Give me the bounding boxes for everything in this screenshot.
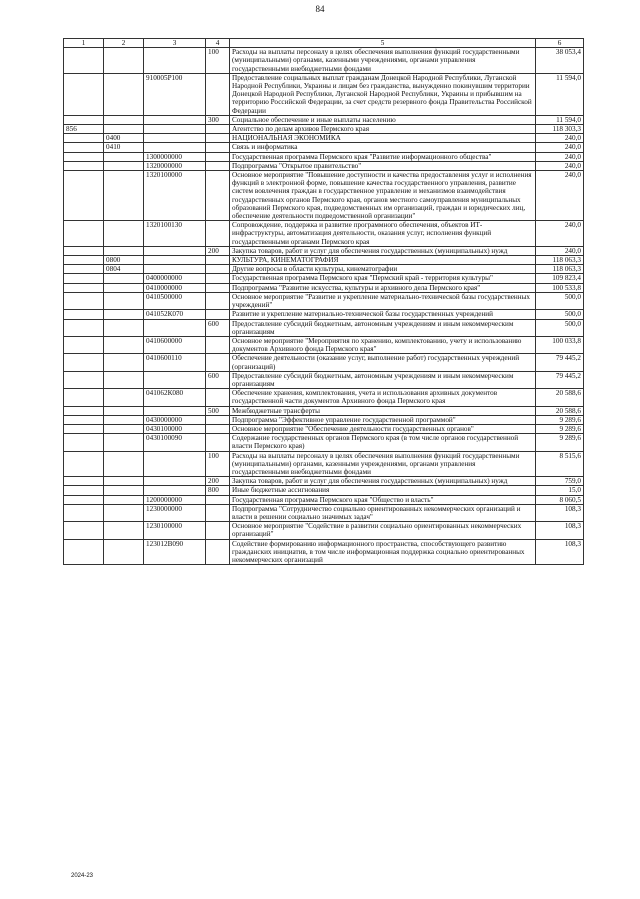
expense-type-cell bbox=[206, 539, 230, 565]
section-code-cell bbox=[64, 73, 104, 115]
target-article-cell: 0410500000 bbox=[144, 292, 206, 309]
subsection-code-cell bbox=[104, 246, 144, 255]
target-article-cell: 0410600110 bbox=[144, 354, 206, 371]
subsection-code-cell bbox=[104, 451, 144, 477]
target-article-cell: 910005Р100 bbox=[144, 73, 206, 115]
subsection-code-cell: 0804 bbox=[104, 265, 144, 274]
description-cell: НАЦИОНАЛЬНАЯ ЭКОНОМИКА bbox=[230, 134, 536, 143]
description-cell: Основное мероприятие "Обеспечение деятельности государственных органов" bbox=[230, 424, 536, 433]
expense-type-cell: 600 bbox=[206, 319, 230, 336]
subsection-code-cell bbox=[104, 522, 144, 539]
subsection-code-cell bbox=[104, 539, 144, 565]
expense-type-cell bbox=[206, 274, 230, 283]
expense-type-cell: 100 bbox=[206, 48, 230, 74]
description-cell: Подпрограмма "Сотрудничество социально ориентированных некоммерческих организаций и власти в решении социально значимых задач" bbox=[230, 504, 536, 521]
subsection-code-cell bbox=[104, 73, 144, 115]
header-cell: 1 bbox=[64, 39, 104, 48]
table-row bbox=[64, 504, 584, 521]
subsection-code-cell bbox=[104, 161, 144, 170]
expense-type-cell bbox=[206, 336, 230, 353]
target-article-cell bbox=[144, 451, 206, 477]
table-row bbox=[64, 161, 584, 170]
section-code-cell bbox=[64, 371, 104, 388]
table-row bbox=[64, 371, 584, 388]
description-cell: Предоставление социальных выплат гражданам Донецкой Народной Республики, Луганской Народной Республики, Украины и лицам без гражданства, вынужденно покинувшим территории Донецкой Народной Республики, Луганской Народной Республики, Украины и прибывшим на территорию Российской Федерации, за счет средств резервного фонда Правительства Российской Федерации bbox=[230, 73, 536, 115]
section-code-cell bbox=[64, 424, 104, 433]
section-code-cell bbox=[64, 143, 104, 152]
subsection-code-cell bbox=[104, 504, 144, 521]
table-row bbox=[64, 265, 584, 274]
amount-cell: 38 053,4 bbox=[536, 48, 584, 74]
header-cell: 4 bbox=[206, 39, 230, 48]
description-cell: Предоставление субсидий бюджетным, автономным учреждениям и иным некоммерческим организациям bbox=[230, 319, 536, 336]
table-row bbox=[64, 319, 584, 336]
subsection-code-cell bbox=[104, 48, 144, 74]
description-cell: Государственная программа Пермского края "Пермский край - территория культуры" bbox=[230, 274, 536, 283]
amount-cell: 9 289,6 bbox=[536, 415, 584, 424]
table-row bbox=[64, 246, 584, 255]
target-article-cell bbox=[144, 134, 206, 143]
section-code-cell bbox=[64, 115, 104, 124]
section-code-cell: 856 bbox=[64, 125, 104, 134]
section-code-cell bbox=[64, 415, 104, 424]
description-cell: Содействие формированию информационного пространства, способствующего развитию гражданских инициатив, в том числе информационная поддержка социально ориентированных некоммерческих организаций bbox=[230, 539, 536, 565]
description-cell: Содержание государственных органов Пермского края (в том числе органов государственной власти Пермского края) bbox=[230, 434, 536, 451]
section-code-cell bbox=[64, 451, 104, 477]
section-code-cell bbox=[64, 292, 104, 309]
subsection-code-cell bbox=[104, 354, 144, 371]
amount-cell: 240,0 bbox=[536, 221, 584, 247]
subsection-code-cell bbox=[104, 406, 144, 415]
expense-type-cell bbox=[206, 73, 230, 115]
table-row bbox=[64, 115, 584, 124]
target-article-cell: 1320000000 bbox=[144, 161, 206, 170]
subsection-code-cell bbox=[104, 283, 144, 292]
table-row bbox=[64, 283, 584, 292]
subsection-code-cell bbox=[104, 310, 144, 319]
description-cell: Закупка товаров, работ и услуг для обеспечения государственных (муниципальных) нужд bbox=[230, 246, 536, 255]
page-number: 84 bbox=[315, 4, 325, 14]
table-row bbox=[64, 451, 584, 477]
table-row bbox=[64, 73, 584, 115]
amount-cell: 11 594,0 bbox=[536, 115, 584, 124]
subsection-code-cell bbox=[104, 152, 144, 161]
description-cell: Расходы на выплаты персоналу в целях обеспечения выполнения функций государственными (муниципальными) органами, казенными учреждениями, органами управления государственными внебюджетными фондами bbox=[230, 48, 536, 74]
section-code-cell bbox=[64, 336, 104, 353]
description-cell: Расходы на выплаты персоналу в целях обеспечения выполнения функций государственными (муниципальными) органами, казенными учреждениями, органами управления государственными внебюджетными фондами bbox=[230, 451, 536, 477]
expense-type-cell: 600 bbox=[206, 371, 230, 388]
description-cell: Обеспечение хранения, комплектования, учета и использования архивных документов государственной части документов Архивного фонда Пермского края bbox=[230, 389, 536, 406]
table-row bbox=[64, 539, 584, 565]
expense-type-cell bbox=[206, 134, 230, 143]
header-cell: 5 bbox=[230, 39, 536, 48]
description-cell: Подпрограмма "Открытое правительство" bbox=[230, 161, 536, 170]
expense-type-cell bbox=[206, 283, 230, 292]
section-code-cell bbox=[64, 389, 104, 406]
expense-type-cell: 300 bbox=[206, 115, 230, 124]
section-code-cell bbox=[64, 434, 104, 451]
expense-type-cell bbox=[206, 495, 230, 504]
table-row bbox=[64, 406, 584, 415]
table-row bbox=[64, 434, 584, 451]
section-code-cell bbox=[64, 406, 104, 415]
section-code-cell bbox=[64, 539, 104, 565]
expense-type-cell: 500 bbox=[206, 406, 230, 415]
amount-cell: 500,0 bbox=[536, 292, 584, 309]
subsection-code-cell bbox=[104, 292, 144, 309]
description-cell: Подпрограмма "Эффективное управление государственной программой" bbox=[230, 415, 536, 424]
subsection-code-cell bbox=[104, 486, 144, 495]
amount-cell: 9 289,6 bbox=[536, 424, 584, 433]
target-article-cell: 1320100130 bbox=[144, 221, 206, 247]
target-article-cell: 1320100000 bbox=[144, 171, 206, 221]
amount-cell: 79 445,2 bbox=[536, 354, 584, 371]
expense-type-cell: 100 bbox=[206, 451, 230, 477]
subsection-code-cell bbox=[104, 371, 144, 388]
section-code-cell bbox=[64, 221, 104, 247]
table-row bbox=[64, 221, 584, 247]
subsection-code-cell bbox=[104, 434, 144, 451]
amount-cell: 500,0 bbox=[536, 319, 584, 336]
subsection-code-cell bbox=[104, 115, 144, 124]
amount-cell: 240,0 bbox=[536, 161, 584, 170]
expense-type-cell bbox=[206, 424, 230, 433]
subsection-code-cell bbox=[104, 477, 144, 486]
subsection-code-cell bbox=[104, 221, 144, 247]
description-cell: Основное мероприятие "Повышение доступности и качества предоставления услуг и исполнения функций в электронной форме, повышение качества государственного управления, развитие систем вовлечения граждан в государственное управление и механизмов взаимодействия государственных органов Пермского края, органов местного самоуправления муниципальных образований Пермского края, подведомственных им организаций, граждан и юридических лиц, обеспечение деятельности подведомственной организации" bbox=[230, 171, 536, 221]
expense-type-cell bbox=[206, 522, 230, 539]
description-cell: Государственная программа Пермского края "Общество и власть" bbox=[230, 495, 536, 504]
description-cell: Иные бюджетные ассигнования bbox=[230, 486, 536, 495]
table-row bbox=[64, 477, 584, 486]
description-cell: Другие вопросы в области культуры, кинематографии bbox=[230, 265, 536, 274]
section-code-cell bbox=[64, 265, 104, 274]
amount-cell: 15,0 bbox=[536, 486, 584, 495]
expense-type-cell: 200 bbox=[206, 246, 230, 255]
amount-cell: 240,0 bbox=[536, 152, 584, 161]
amount-cell: 79 445,2 bbox=[536, 371, 584, 388]
amount-cell: 240,0 bbox=[536, 143, 584, 152]
section-code-cell bbox=[64, 134, 104, 143]
section-code-cell bbox=[64, 522, 104, 539]
target-article-cell: 0430100000 bbox=[144, 424, 206, 433]
subsection-code-cell bbox=[104, 171, 144, 221]
section-code-cell bbox=[64, 48, 104, 74]
target-article-cell bbox=[144, 371, 206, 388]
section-code-cell bbox=[64, 256, 104, 265]
expense-type-cell bbox=[206, 434, 230, 451]
amount-cell: 240,0 bbox=[536, 171, 584, 221]
amount-cell: 240,0 bbox=[536, 246, 584, 255]
subsection-code-cell bbox=[104, 336, 144, 353]
description-cell: Основное мероприятие "Мероприятия по хранению, комплектованию, учету и использованию документов Архивного фонда Пермского края" bbox=[230, 336, 536, 353]
subsection-code-cell bbox=[104, 125, 144, 134]
target-article-cell bbox=[144, 477, 206, 486]
subsection-code-cell: 0400 bbox=[104, 134, 144, 143]
target-article-cell bbox=[144, 115, 206, 124]
expense-type-cell bbox=[206, 504, 230, 521]
section-code-cell bbox=[64, 274, 104, 283]
description-cell: Закупка товаров, работ и услуг для обеспечения государственных (муниципальных) нужд bbox=[230, 477, 536, 486]
section-code-cell bbox=[64, 477, 104, 486]
section-code-cell bbox=[64, 310, 104, 319]
amount-cell: 20 588,6 bbox=[536, 389, 584, 406]
target-article-cell: 041062К080 bbox=[144, 389, 206, 406]
expense-type-cell bbox=[206, 125, 230, 134]
target-article-cell bbox=[144, 486, 206, 495]
description-cell: Социальное обеспечение и иные выплаты населению bbox=[230, 115, 536, 124]
target-article-cell bbox=[144, 143, 206, 152]
amount-cell: 500,0 bbox=[536, 310, 584, 319]
expense-type-cell: 200 bbox=[206, 477, 230, 486]
table-row bbox=[64, 256, 584, 265]
subsection-code-cell bbox=[104, 319, 144, 336]
header-cell: 6 bbox=[536, 39, 584, 48]
table-row bbox=[64, 522, 584, 539]
description-cell: Обеспечение деятельности (оказание услуг, выполнение работ) государственных учреждений (организаций) bbox=[230, 354, 536, 371]
section-code-cell bbox=[64, 171, 104, 221]
expense-type-cell bbox=[206, 161, 230, 170]
footer-code: 2024-23 bbox=[71, 873, 94, 879]
table-row bbox=[64, 143, 584, 152]
amount-cell: 108,3 bbox=[536, 522, 584, 539]
table-row bbox=[64, 415, 584, 424]
amount-cell: 240,0 bbox=[536, 134, 584, 143]
amount-cell: 100 533,8 bbox=[536, 283, 584, 292]
expense-type-cell bbox=[206, 171, 230, 221]
target-article-cell bbox=[144, 125, 206, 134]
amount-cell: 11 594,0 bbox=[536, 73, 584, 115]
amount-cell: 108,3 bbox=[536, 539, 584, 565]
section-code-cell bbox=[64, 152, 104, 161]
subsection-code-cell: 0410 bbox=[104, 143, 144, 152]
expense-type-cell: 800 bbox=[206, 486, 230, 495]
table-row bbox=[64, 134, 584, 143]
description-cell: Развитие и укрепление материально-технической базы государственных учреждений bbox=[230, 310, 536, 319]
expense-type-cell bbox=[206, 221, 230, 247]
description-cell: КУЛЬТУРА, КИНЕМАТОГРАФИЯ bbox=[230, 256, 536, 265]
target-article-cell: 0430100090 bbox=[144, 434, 206, 451]
target-article-cell bbox=[144, 246, 206, 255]
table-row bbox=[64, 310, 584, 319]
table-row bbox=[64, 389, 584, 406]
expense-type-cell bbox=[206, 292, 230, 309]
target-article-cell: 0430000000 bbox=[144, 415, 206, 424]
table-row bbox=[64, 424, 584, 433]
target-article-cell: 1200000000 bbox=[144, 495, 206, 504]
table-row bbox=[64, 336, 584, 353]
target-article-cell bbox=[144, 256, 206, 265]
target-article-cell bbox=[144, 265, 206, 274]
table-row bbox=[64, 354, 584, 371]
table-header-row bbox=[64, 39, 584, 48]
target-article-cell bbox=[144, 406, 206, 415]
amount-cell: 108,3 bbox=[536, 504, 584, 521]
target-article-cell: 0400000000 bbox=[144, 274, 206, 283]
section-code-cell bbox=[64, 504, 104, 521]
target-article-cell: 1300000000 bbox=[144, 152, 206, 161]
amount-cell: 20 588,6 bbox=[536, 406, 584, 415]
target-article-cell: 1230000000 bbox=[144, 504, 206, 521]
target-article-cell bbox=[144, 48, 206, 74]
amount-cell: 9 289,6 bbox=[536, 434, 584, 451]
description-cell: Межбюджетные трансферты bbox=[230, 406, 536, 415]
budget-table bbox=[63, 38, 584, 565]
expense-type-cell bbox=[206, 256, 230, 265]
section-code-cell bbox=[64, 246, 104, 255]
target-article-cell bbox=[144, 319, 206, 336]
table-row bbox=[64, 152, 584, 161]
section-code-cell bbox=[64, 486, 104, 495]
section-code-cell bbox=[64, 319, 104, 336]
amount-cell: 118 063,3 bbox=[536, 265, 584, 274]
description-cell: Основное мероприятие "Развитие и укрепление материально-технической базы государственных учреждений" bbox=[230, 292, 536, 309]
amount-cell: 759,0 bbox=[536, 477, 584, 486]
target-article-cell: 0410000000 bbox=[144, 283, 206, 292]
subsection-code-cell: 0800 bbox=[104, 256, 144, 265]
description-cell: Основное мероприятие "Содействие в развитии социально ориентированных некоммерческих организаций" bbox=[230, 522, 536, 539]
amount-cell: 8 060,5 bbox=[536, 495, 584, 504]
amount-cell: 109 823,4 bbox=[536, 274, 584, 283]
target-article-cell: 041052К070 bbox=[144, 310, 206, 319]
target-article-cell: 123012В090 bbox=[144, 539, 206, 565]
section-code-cell bbox=[64, 161, 104, 170]
amount-cell: 118 063,3 bbox=[536, 256, 584, 265]
target-article-cell: 0410600000 bbox=[144, 336, 206, 353]
description-cell: Государственная программа Пермского края "Развитие информационного общества" bbox=[230, 152, 536, 161]
description-cell: Агентство по делам архивов Пермского края bbox=[230, 125, 536, 134]
table-row bbox=[64, 48, 584, 74]
expense-type-cell bbox=[206, 265, 230, 274]
expense-type-cell bbox=[206, 354, 230, 371]
description-cell: Сопровождение, поддержка и развитие программного обеспечения, объектов ИТ-инфраструктуры, автоматизация деятельности, оказания услуг, исполнения функций государственными органами Пермского края bbox=[230, 221, 536, 247]
header-cell: 3 bbox=[144, 39, 206, 48]
table-row bbox=[64, 495, 584, 504]
subsection-code-cell bbox=[104, 389, 144, 406]
target-article-cell: 1230100000 bbox=[144, 522, 206, 539]
expense-type-cell bbox=[206, 389, 230, 406]
expense-type-cell bbox=[206, 152, 230, 161]
subsection-code-cell bbox=[104, 424, 144, 433]
section-code-cell bbox=[64, 283, 104, 292]
description-cell: Связь и информатика bbox=[230, 143, 536, 152]
description-cell: Подпрограмма "Развитие искусства, культуры и архивного дела Пермского края" bbox=[230, 283, 536, 292]
table-row bbox=[64, 486, 584, 495]
table-row bbox=[64, 171, 584, 221]
table-row bbox=[64, 274, 584, 283]
table-row bbox=[64, 125, 584, 134]
expense-type-cell bbox=[206, 415, 230, 424]
subsection-code-cell bbox=[104, 495, 144, 504]
table-row bbox=[64, 292, 584, 309]
subsection-code-cell bbox=[104, 415, 144, 424]
header-cell: 2 bbox=[104, 39, 144, 48]
description-cell: Предоставление субсидий бюджетным, автономным учреждениям и иным некоммерческим организациям bbox=[230, 371, 536, 388]
subsection-code-cell bbox=[104, 274, 144, 283]
amount-cell: 118 303,3 bbox=[536, 125, 584, 134]
expense-type-cell bbox=[206, 310, 230, 319]
expense-type-cell bbox=[206, 143, 230, 152]
section-code-cell bbox=[64, 354, 104, 371]
amount-cell: 100 033,8 bbox=[536, 336, 584, 353]
section-code-cell bbox=[64, 495, 104, 504]
amount-cell: 8 515,6 bbox=[536, 451, 584, 477]
